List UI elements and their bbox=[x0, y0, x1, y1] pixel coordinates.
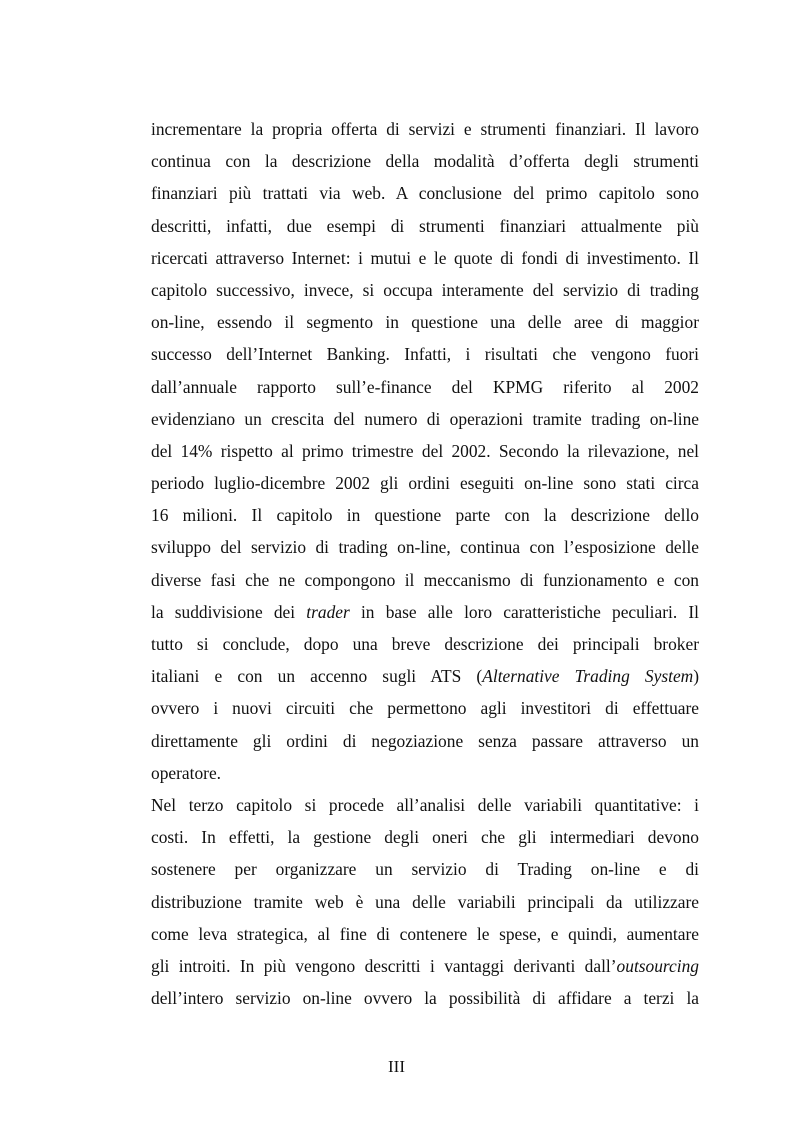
text-line: del 14% rispetto al primo trimestre del 2002. Secondo la rilevazione, nel bbox=[151, 440, 699, 461]
text-line: incrementare la propria offerta di servizi e strumenti finanziari. Il lavoro bbox=[151, 119, 699, 139]
italic-term: Alternative Trading System bbox=[482, 666, 694, 687]
text-segment: gli introiti. In più vengono descritti i vantaggi derivanti dall’ bbox=[151, 955, 617, 976]
text-line bbox=[151, 660, 699, 692]
italic-term: outsourcing bbox=[616, 955, 699, 976]
text-segment: la suddivisione dei bbox=[151, 601, 307, 622]
text-line: continua con la descrizione della modalità d’offerta degli strumenti bbox=[151, 151, 699, 172]
text-line: sviluppo del servizio di trading on-line, continua con l’esposizione delle bbox=[151, 537, 699, 558]
text-line: capitolo successivo, invece, si occupa interamente del servizio di trading bbox=[151, 279, 699, 300]
text-line bbox=[151, 950, 699, 982]
text-line: ovvero i nuovi circuiti che permettono agli investitori di effettuare bbox=[151, 698, 699, 719]
text-line: dall’annuale rapporto sull’e-finance del KPMG riferito al 2002 bbox=[151, 376, 699, 397]
text-line: dell’intero servizio on-line ovvero la possibilità di affidare a terzi la bbox=[151, 988, 699, 1009]
text-line: descritti, infatti, due esempi di strumenti finanziari attualmente più bbox=[151, 215, 699, 236]
text-segment: ) bbox=[693, 666, 700, 687]
text-line: diverse fasi che ne compongono il meccanismo di funzionamento e con bbox=[151, 569, 699, 590]
text-line: on-line, essendo il segmento in questione una delle aree di maggior bbox=[151, 312, 699, 333]
text-line bbox=[151, 596, 699, 628]
body-text bbox=[151, 113, 699, 1014]
text-line: come leva strategica, al fine di contenere le spese, e quindi, aumentare bbox=[151, 923, 699, 944]
text-line: 16 milioni. Il capitolo in questione parte con la descrizione dello bbox=[151, 505, 699, 526]
text-line: Nel terzo capitolo si procede all’analisi delle variabili quantitative: i bbox=[151, 794, 699, 815]
text-segment: italiani e con un accenno sugli ATS ( bbox=[151, 666, 483, 687]
text-line: distribuzione tramite web è una delle variabili principali da utilizzare bbox=[151, 891, 699, 912]
text-line: direttamente gli ordini di negoziazione senza passare attraverso un bbox=[151, 730, 699, 751]
text-line: finanziari più trattati via web. A conclusione del primo capitolo sono bbox=[151, 183, 699, 204]
text-segment: in base alle loro caratteristiche peculiari. Il bbox=[349, 601, 699, 622]
text-line: sostenere per organizzare un servizio di Trading on-line e di bbox=[151, 859, 699, 880]
text-line: successo dell’Internet Banking. Infatti, i risultati che vengono fuori bbox=[151, 344, 699, 365]
text-line: ricercati attraverso Internet: i mutui e le quote di fondi di investimento. Il bbox=[151, 247, 699, 268]
text-line: costi. In effetti, la gestione degli oneri che gli intermediari devono bbox=[151, 827, 699, 848]
text-line: operatore. bbox=[151, 762, 222, 783]
italic-term: trader bbox=[306, 601, 350, 622]
text-line: evidenziano un crescita del numero di operazioni tramite trading on-line bbox=[151, 408, 699, 429]
page-number: III bbox=[388, 1057, 405, 1076]
text-line: periodo luglio-dicembre 2002 gli ordini eseguiti on-line sono stati circa bbox=[151, 473, 699, 494]
text-line: tutto si conclude, dopo una breve descrizione dei principali broker bbox=[151, 634, 699, 654]
